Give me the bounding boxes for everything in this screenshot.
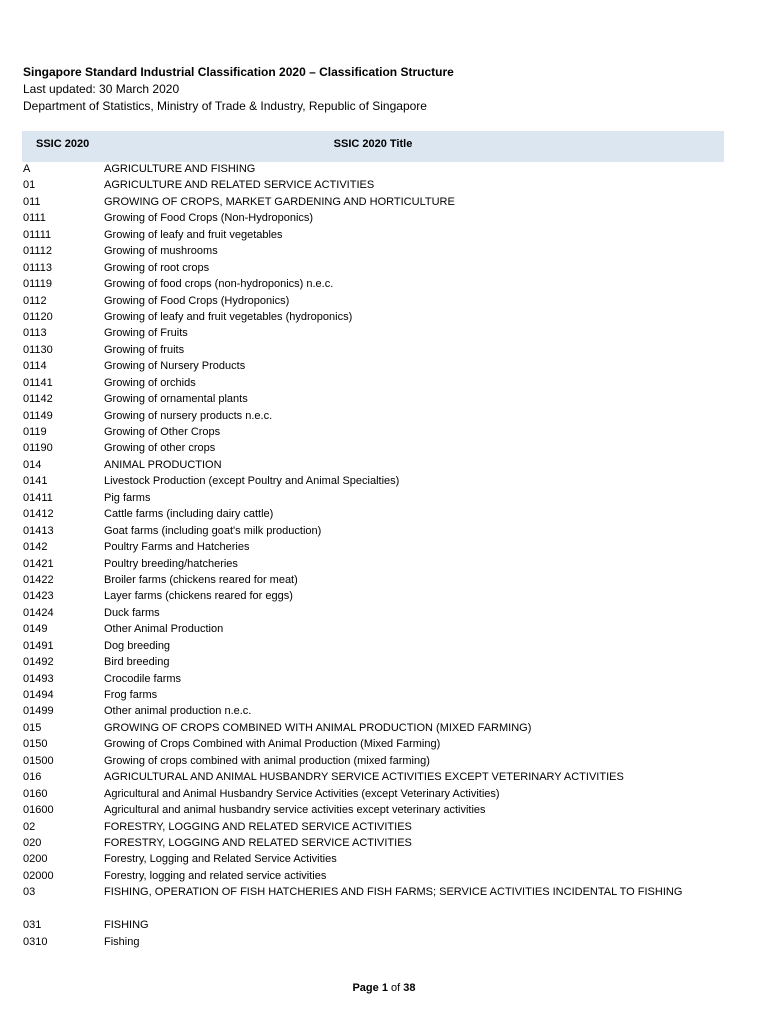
ssic-code: 01190 [23,442,53,455]
ssic-code: 0111 [23,212,46,225]
ssic-title: AGRICULTURE AND FISHING [104,163,256,175]
table-row [23,177,723,193]
table-row [23,802,723,818]
ssic-code: 01130 [23,343,53,356]
table-row [23,539,723,555]
ssic-code: A [23,163,31,175]
ssic-code: 01412 [23,508,54,521]
ssic-title: Goat farms (including goat's milk production) [104,524,322,537]
table-row [23,654,723,670]
ssic-title: Fishing [104,935,140,948]
ssic-title: Poultry breeding/hatcheries [104,557,238,570]
table-row [23,638,723,654]
table-row [23,671,723,687]
ssic-code: 0150 [23,738,48,751]
ssic-title: Pig farms [104,491,151,504]
table-row [23,276,723,292]
ssic-code: 02 [23,820,36,833]
ssic-title: GROWING OF CROPS COMBINED WITH ANIMAL PRODUCTION (MIXED FARMING) [104,721,532,734]
ssic-title: Cattle farms (including dairy cattle) [104,508,274,521]
ssic-code: 0141 [23,475,48,488]
ssic-title: FISHING [104,919,149,932]
ssic-title: Growing of Fruits [104,327,188,340]
table-row [23,293,723,309]
ssic-code: 01499 [23,705,54,718]
table-row [23,819,723,835]
ssic-title: Agricultural and Animal Husbandry Service Activities (except Veterinary Activities) [104,787,500,800]
last-updated: Last updated: 30 March 2020 [23,82,180,96]
ssic-title: Livestock Production (except Poultry and Animal Specialties) [104,475,400,488]
ssic-title: Duck farms [104,606,160,619]
ssic-title: Growing of ornamental plants [104,393,248,406]
ssic-code: 016 [23,771,42,784]
table-row [23,588,723,604]
department: Department of Statistics, Ministry of Trade & Industry, Republic of Singapore [23,99,427,113]
ssic-title: Growing of orchids [104,376,196,389]
table-row [23,851,723,867]
ssic-code: 0310 [23,935,48,948]
ssic-title: ANIMAL PRODUCTION [104,458,222,471]
ssic-code: 031 [23,919,42,932]
table-row [23,243,723,259]
ssic-code: 01113 [23,261,52,274]
classification-table [23,161,723,950]
ssic-code: 020 [23,836,42,849]
ssic-code: 01492 [23,656,54,669]
table-row [23,934,723,950]
ssic-code: 01493 [23,672,54,685]
ssic-title: Growing of Other Crops [104,426,221,438]
ssic-title: Growing of leafy and fruit vegetables [104,228,283,241]
table-row [23,457,723,473]
ssic-code: 01142 [23,393,53,406]
ssic-title: Crocodile farms [104,672,182,685]
table-row [23,325,723,341]
ssic-title: Growing of nursery products n.e.c. [104,409,273,422]
ssic-code: 01491 [23,639,54,652]
ssic-code: 01421 [23,557,54,570]
ssic-code: 0112 [23,294,47,307]
table-row [23,309,723,325]
ssic-title: Growing of Food Crops (Non-Hydroponics) [104,212,314,225]
ssic-title: Growing of Crops Combined with Animal Production (Mixed Farming) [104,738,441,751]
table-row [23,687,723,703]
ssic-code: 01424 [23,606,54,619]
table-row [23,391,723,407]
table-row [23,736,723,752]
ssic-code: 01500 [23,754,54,767]
ssic-title: Poultry Farms and Hatcheries [104,541,250,554]
table-row [23,210,723,226]
ssic-title: Frog farms [104,689,158,701]
ssic-title: AGRICULTURE AND RELATED SERVICE ACTIVITIES [104,179,375,192]
ssic-code: 01149 [23,409,53,422]
table-row [23,884,723,917]
ssic-code: 01411 [23,491,53,504]
page-label: Page [352,982,379,994]
ssic-code: 01423 [23,590,54,603]
table-header [22,131,724,162]
ssic-code: 01494 [23,689,54,701]
ssic-title: Growing of food crops (non-hydroponics) n.e.c. [104,278,334,291]
ssic-title: AGRICULTURAL AND ANIMAL HUSBANDRY SERVICE ACTIVITIES EXCEPT VETERINARY ACTIVITIES [104,771,624,784]
table-row [23,490,723,506]
ssic-title: Growing of fruits [104,343,185,356]
ssic-code: 0149 [23,623,48,636]
table-row [23,440,723,456]
table-row [23,556,723,572]
table-row [23,227,723,243]
ssic-title: Growing of root crops [104,261,210,274]
document-title: Singapore Standard Industrial Classification 2020 – Classification Structure [23,65,454,79]
table-row [23,408,723,424]
table-row [23,424,723,440]
table-row [23,194,723,210]
page-footer [0,982,768,994]
ssic-title: Dog breeding [104,639,171,652]
ssic-code: 01119 [23,278,52,291]
table-row [23,621,723,637]
ssic-code: 0114 [23,360,47,373]
ssic-code: 01600 [23,804,54,817]
ssic-title: Forestry, Logging and Related Service Activities [104,853,337,866]
ssic-title: Agricultural and animal husbandry service activities except veterinary activities [104,804,486,817]
ssic-title: Growing of mushrooms [104,245,218,258]
ssic-title: Growing of Food Crops (Hydroponics) [104,294,290,307]
ssic-title: FISHING, OPERATION OF FISH HATCHERIES AND FISH FARMS; SERVICE ACTIVITIES INCIDENTAL TO FISHING [104,886,683,899]
table-row [23,769,723,785]
table-row [23,786,723,802]
table-row [23,161,723,177]
ssic-title: Broiler farms (chickens reared for meat) [104,573,298,586]
ssic-code: 01112 [23,245,52,258]
ssic-code: 03 [23,886,36,899]
ssic-code: 02000 [23,869,54,882]
table-row [23,572,723,588]
ssic-title: Growing of crops combined with animal production (mixed farming) [104,754,430,767]
ssic-code: 0160 [23,787,48,800]
ssic-title: FORESTRY, LOGGING AND RELATED SERVICE ACTIVITIES [104,820,412,833]
ssic-code: 0113 [23,327,47,340]
ssic-code: 01 [23,179,36,192]
ssic-code: 011 [23,195,41,208]
ssic-code: 0142 [23,541,48,554]
ssic-title: Forestry, logging and related service activities [104,869,327,882]
table-row [23,342,723,358]
ssic-code: 01422 [23,573,54,586]
of-label: of [391,982,401,994]
ssic-title: Bird breeding [104,656,170,669]
column-header-code: SSIC 2020 [36,138,90,150]
document-header [23,64,743,115]
table-row [23,868,723,884]
table-row [23,473,723,489]
ssic-code: 014 [23,458,42,471]
table-row [23,720,723,736]
ssic-code: 01120 [23,310,53,323]
ssic-code: 015 [23,721,42,734]
table-row [23,753,723,769]
total-pages: 38 [403,982,416,994]
table-row [23,835,723,851]
ssic-code: 0119 [23,426,47,438]
ssic-code: 01111 [23,228,52,241]
table-row [23,375,723,391]
ssic-code: 01141 [23,376,53,389]
ssic-title: FORESTRY, LOGGING AND RELATED SERVICE ACTIVITIES [104,836,412,849]
ssic-title: Growing of other crops [104,442,216,455]
table-row [23,260,723,276]
ssic-title: Growing of Nursery Products [104,360,246,373]
ssic-title: Other animal production n.e.c. [104,705,252,718]
table-row [23,605,723,621]
page-number: 1 [381,982,388,994]
ssic-code: 0200 [23,853,48,866]
column-header-title: SSIC 2020 Title [333,138,413,150]
table-row [23,506,723,522]
table-row [23,523,723,539]
ssic-title: Layer farms (chickens reared for eggs) [104,590,293,603]
table-row [23,917,723,933]
table-row [23,703,723,719]
ssic-code: 01413 [23,524,54,537]
table-row [23,358,723,374]
ssic-title: GROWING OF CROPS, MARKET GARDENING AND HORTICULTURE [104,195,455,208]
ssic-title: Other Animal Production [104,623,224,636]
ssic-title: Growing of leafy and fruit vegetables (hydroponics) [104,310,353,323]
